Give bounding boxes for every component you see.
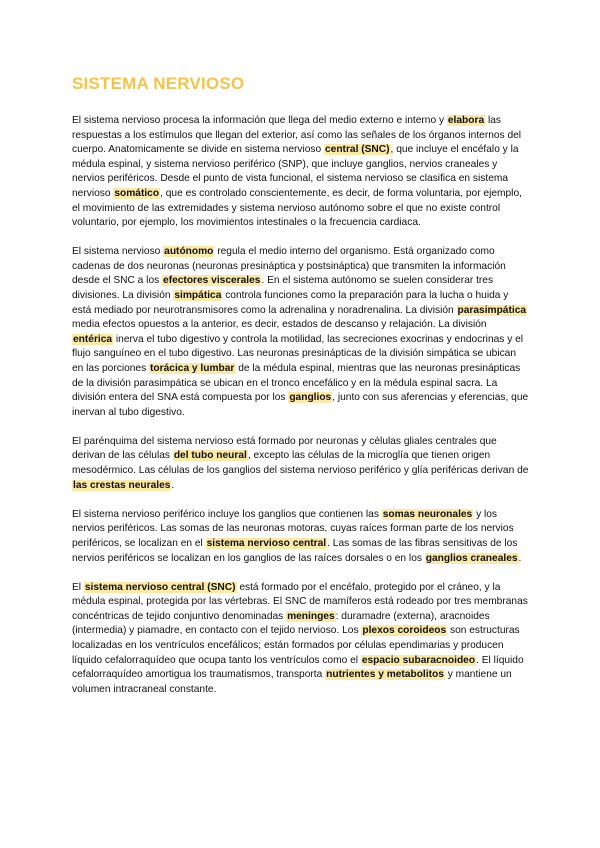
text-run: . [171, 479, 175, 491]
text-run: media efectos opuestos a la anterior, es decir, estados de descanso y relajación. La división [72, 319, 487, 331]
paragraph [72, 435, 529, 493]
text-run: , junto con sus aferencias y eferencias, que inervan al tubo digestivo. [72, 392, 529, 418]
highlighted-term: ganglios [289, 392, 332, 404]
text-run: , excepto las células de la microglía que tienen origen mesodérmico. Las células de los ganglios del sistema nervioso periférico y glía periféricas derivan de [72, 450, 529, 477]
text-run: y los nervios periféricos. Las somas de las neuronas motoras, cuyas raíces forman parte de los nervios periféricos, se localizan en el [72, 508, 514, 549]
highlighted-term: del tubo neural [173, 450, 247, 462]
highlighted-term: las crestas neurales [73, 479, 171, 491]
text-run: está formado por el encéfalo, protegido por el cráneo, y la médula espinal, protegida por las vértebras. El SNC de mamíferos está rodeado por tres membranas concéntricas de tejido conjuntivo denominadas [72, 581, 528, 622]
highlighted-term: somático [114, 187, 160, 199]
text-run: El sistema nervioso periférico incluye los ganglios que contienen las [72, 508, 382, 520]
text-run: inerva el tubo digestivo y controla la motilidad, las secreciones exocrinas y endocrinas y el flujo sanguíneo en el tubo digestivo. Las neuronas presinápticas de la división simpática se ubican en las porciones [72, 333, 524, 374]
highlighted-term: autónomo [164, 246, 214, 258]
text-run: regula el medio interno del organismo. Está organizado como cadenas de dos neuronas (neuronas presináptica y postsináptica) que transmiten la información desde el SNC a los [72, 246, 506, 287]
text-run: El sistema nervioso [72, 246, 164, 258]
highlighted-term: sistema nervioso central [206, 537, 327, 549]
highlighted-term: plexos coroideos [362, 625, 447, 637]
paragraph [72, 508, 529, 566]
text-run: y mantiene un volumen intracraneal constante. [72, 669, 512, 695]
highlighted-term: parasimpática [457, 304, 527, 316]
document-page [72, 70, 529, 712]
text-run: . [518, 552, 522, 564]
highlighted-term: meninges [287, 610, 335, 622]
text-run: controla funciones como la preparación para la lucha o huida y está mediado por neurotransmisores como la adrenalina y noradrenalina. La división [72, 290, 509, 316]
text-run: El sistema nervioso procesa la información que llega del medio externo e interno y [72, 115, 447, 126]
text-run: . En el sistema autónomo se suelen considerar tres divisiones. La división [72, 275, 494, 302]
text-run: : duramadre (externa), aracnoides (intermedia) y piamadre, en contacto con el tejido nervioso. Los [72, 610, 490, 637]
text-run: , que es controlado conscientemente, es decir, de forma voluntaria, por ejemplo, el movimiento de las extremidades y sistema nervioso autónomo sobre el que no existe control voluntario, por ejemplo, los movimientos intestinales o la frecuencia cardiaca. [72, 187, 522, 229]
paragraph [72, 114, 529, 231]
text-run: . El líquido cefalorraquídeo amortigua los traumatismos, transporta [72, 654, 524, 681]
text-run: El parénquima del sistema nervioso está formado por neuronas y células gliales centrales que derivan de las células [72, 435, 497, 462]
highlighted-term: torácica y lumbar [150, 363, 235, 374]
page-title: SISTEMA NERVIOSO [72, 74, 245, 93]
document-body [72, 114, 529, 697]
highlighted-term: entérica [73, 333, 113, 345]
paragraph [72, 581, 529, 698]
text-run: de la médula espinal, mientras que las neuronas presinápticas de la división parasimpática se ubican en el tronco encefálico y en la médula espinal sacra. La división entera del SNA está compuesta por los [72, 363, 521, 404]
text-run: El [72, 581, 84, 593]
highlighted-term: somas neuronales [382, 508, 473, 520]
highlighted-term: sistema nervioso central (SNC) [84, 581, 236, 593]
text-run: las respuestas a los estímulos que llegan del exterior, así como las señales de los órganos internos del cuerpo. Anatomicamente se divide en sistema nervioso [72, 115, 522, 156]
highlighted-term: elabora [447, 115, 485, 126]
text-run: . Las somas de las fibras sensitivas de los nervios periféricos se localizan en los ganglios de las raíces dorsales o en los [72, 537, 518, 564]
highlighted-term: ganglios craneales [425, 552, 518, 564]
highlighted-term: central (SNC) [325, 144, 390, 156]
text-run: , que incluye el encéfalo y la médula espinal, y sistema nervioso periférico (SNP), que incluye ganglios, nervios craneales y nervios periféricos. Desde el punto de vista funcional, el sistema nervioso se clasifica en sistema nervioso [72, 144, 519, 199]
highlighted-term: simpática [174, 290, 222, 302]
paragraph [72, 245, 529, 420]
highlighted-term: nutrientes y metabolitos [326, 669, 444, 681]
text-run: son estructuras localizadas en los ventrículos encefálicos; están formados por células ependimarias y producen líquido cefalorraquídeo que ocupa tanto los ventrículos como el [72, 625, 520, 666]
highlighted-term: efectores viscerales [163, 275, 261, 287]
highlighted-term: espacio subaracnoideo [361, 654, 476, 666]
